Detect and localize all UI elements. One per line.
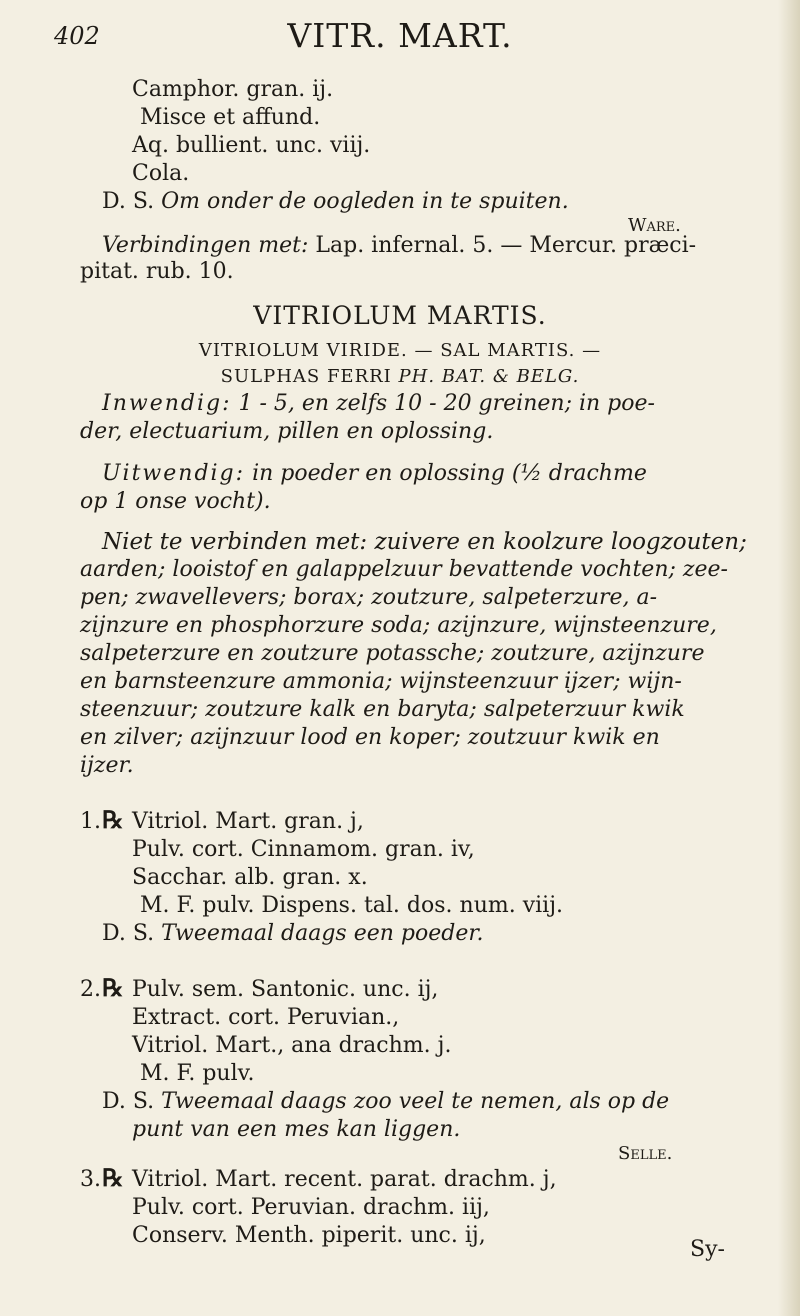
incompat-text-line: en barnsteenzure ammonia; wijnsteenzuur ijzer; wijn- (80, 669, 682, 694)
compounds-label: Verbindingen met: (102, 233, 309, 258)
external-use-label: Uitwendig: (102, 461, 246, 486)
recipe-2-line: Pulv. sem. Santonic. unc. ij, (132, 977, 439, 1002)
external-use-text: in poeder en oplossing (½ drachme (252, 461, 647, 486)
compounds-line-2: pitat. rub. 10. (80, 259, 234, 284)
prev-recipe-author: Ware. (628, 215, 681, 236)
incompat-text-line: ijzer. (80, 753, 134, 778)
directions-text: Tweemaal daags een poeder. (161, 921, 484, 946)
pharmacopoeia-refs: PH. BAT. & BELG. (398, 366, 580, 387)
entry-synonyms-2 (0, 363, 800, 391)
incompat-line (102, 528, 747, 556)
external-use-line (102, 460, 647, 488)
recipe-3-line: Conserv. Menth. piperit. unc. ij, (132, 1223, 486, 1248)
page-number: 402 (54, 22, 100, 50)
recipe-sign-icon: ℞ (102, 973, 124, 1002)
recipe-3-line: Vitriol. Mart. recent. parat. drachm. j, (132, 1167, 557, 1192)
recipe-1-line: M. F. pulv. Dispens. tal. dos. num. viij. (140, 893, 564, 918)
recipe-sign-icon: ℞ (102, 1163, 124, 1192)
prev-recipe-directions (102, 188, 569, 216)
internal-use-line-2: der, electuarium, pillen en oplossing. (80, 419, 494, 444)
directions-prefix: D. S. (102, 1089, 155, 1114)
recipe-2-line: Extract. cort. Peruvian., (132, 1005, 400, 1030)
prev-recipe-line: Cola. (132, 161, 190, 186)
entry-synonyms: VITRIOLUM VIRIDE. — SAL MARTIS. — (198, 340, 602, 361)
incompat-text-line: en zilver; azijnzuur lood en koper; zoutzuur kwik en (80, 725, 660, 750)
incompat-text-line: zijnzure en phosphorzure soda; azijnzure, wijnsteenzure, (80, 613, 717, 638)
recipe-2-line: M. F. pulv. (140, 1061, 255, 1086)
recipe-1-directions (102, 920, 483, 948)
incompat-label: Niet te verbinden met: (102, 529, 368, 555)
recipe-2-line: Vitriol. Mart., ana drachm. j. (132, 1033, 452, 1058)
catchword: Sy- (690, 1237, 725, 1262)
recipe-3-number: 3. (80, 1167, 101, 1192)
recipe-2-directions (102, 1088, 669, 1116)
recipe-sign-icon: ℞ (102, 805, 124, 834)
compounds-line (102, 232, 696, 260)
external-use-line-2: op 1 onse vocht). (80, 489, 271, 514)
internal-use-label: Inwendig: (102, 391, 232, 416)
internal-use-text: 1 - 5, en zelfs 10 - 20 greinen; in poe- (238, 391, 655, 416)
recipe-1-line: Pulv. cort. Cinnamom. gran. iv, (132, 837, 475, 862)
page-edge-shadow (778, 0, 800, 1316)
recipe-1-number: 1. (80, 809, 101, 834)
recipe-1-line: Vitriol. Mart. gran. j, (132, 809, 364, 834)
synonym-name: SULPHAS FERRI (220, 366, 392, 387)
prev-recipe-line: Aq. bullient. unc. viij. (132, 133, 371, 158)
incompat-text-line: aarden; looistof en galappelzuur bevattende vochten; zee- (80, 557, 728, 582)
running-head: VITR. MART. (287, 16, 513, 55)
directions-prefix: D. S. (102, 921, 155, 946)
prev-recipe-line: Camphor. gran. ij. (132, 77, 334, 102)
compounds-text: Lap. infernal. 5. — Mercur. præci- (315, 233, 697, 258)
directions-text: Om onder de oogleden in te spuiten. (161, 189, 569, 214)
recipe-2-author: Selle. (618, 1143, 673, 1164)
incompat-text-line: pen; zwavellevers; borax; zoutzure, salpeterzure, a- (80, 585, 658, 610)
incompat-text: zuivere en koolzure loogzouten; (374, 529, 747, 555)
prev-recipe-line: Misce et affund. (140, 105, 321, 130)
page-header (0, 16, 800, 56)
incompat-text-line: salpeterzure en zoutzure potassche; zoutzure, azijnzure (80, 641, 705, 666)
directions-prefix: D. S. (102, 189, 155, 214)
entry-title: VITRIOLUM MARTIS. (253, 301, 547, 330)
internal-use-line (102, 390, 655, 418)
directions-text: Tweemaal daags zoo veel te nemen, als op de (161, 1089, 670, 1114)
recipe-2-number: 2. (80, 977, 101, 1002)
recipe-2-directions-2: punt van een mes kan liggen. (132, 1117, 461, 1142)
recipe-1-line: Sacchar. alb. gran. x. (132, 865, 368, 890)
recipe-3-line: Pulv. cort. Peruvian. drachm. iij, (132, 1195, 490, 1220)
incompat-text-line: steenzuur; zoutzure kalk en baryta; salpeterzuur kwik (80, 697, 685, 722)
